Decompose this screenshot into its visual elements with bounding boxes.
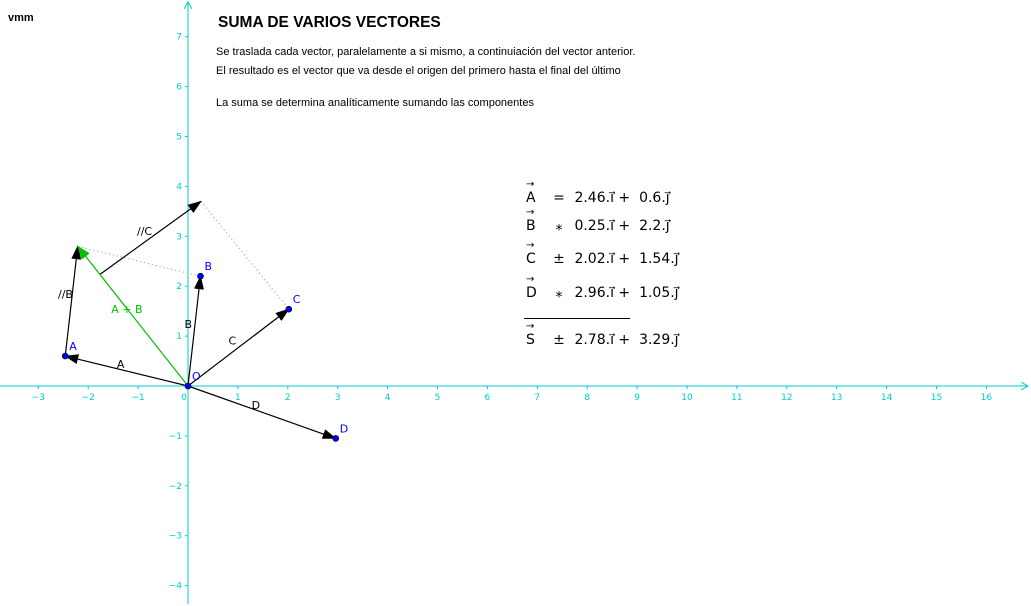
x-tick-label: −1: [131, 393, 145, 403]
x-tick-label: 11: [731, 393, 743, 403]
vector-label: D: [251, 399, 261, 413]
point-d: [333, 435, 339, 441]
x-tick-label: 7: [534, 393, 541, 403]
y-tick-label: −4: [168, 581, 182, 592]
app-label: vmm: [8, 12, 34, 24]
point-a: [62, 353, 68, 359]
x-tick-label: 2: [284, 393, 291, 403]
x-tick-label: 1: [235, 393, 241, 403]
point-o: [185, 383, 191, 389]
vector-label: A + B: [111, 303, 143, 317]
y-tick-label: 4: [176, 182, 182, 193]
x-tick-label: 15: [930, 393, 943, 403]
x-tick-label: 8: [584, 393, 591, 403]
y-tick-label: −3: [168, 531, 182, 542]
point-label: D: [339, 422, 349, 436]
x-tick-label: 13: [830, 393, 843, 403]
description-line-2: El resultado es el vector que va desde el origen del primero hasta el final del último: [216, 65, 621, 77]
x-tick-label: −2: [81, 393, 95, 403]
x-tick-label: 9: [634, 393, 640, 403]
point-label: A: [69, 340, 77, 354]
y-tick-label: 2: [176, 282, 182, 293]
equation-a: → A = 2.46.i⃗ + 0.6.j⃗: [526, 190, 670, 206]
y-tick-label: −2: [168, 481, 182, 492]
y-tick-label: −1: [168, 431, 182, 442]
x-tick-label: 12: [781, 393, 793, 403]
description-line-3: La suma se determina analíticamente sumando las componentes: [216, 97, 534, 109]
dotted-guide-line: [201, 201, 289, 309]
vector-a: [65, 356, 188, 386]
dotted-guide-line: [78, 246, 201, 276]
x-tick-label: −3: [31, 393, 45, 403]
x-tick-label: 5: [434, 393, 441, 403]
description-line-1: Se traslada cada vector, paralelamente a si mismo, a continuiación del vector anterior.: [216, 46, 636, 58]
vector-label: C: [228, 334, 237, 348]
x-tick-label: 16: [980, 393, 993, 403]
point-label: O: [192, 370, 201, 383]
equation-c: → C ± 2.02.i⃗ + 1.54.j⃗: [526, 251, 679, 267]
y-tick-label: 6: [176, 82, 182, 93]
point-b: [197, 273, 203, 279]
equation-d: → D ⁎ 2.96.i⃗ + 1.05.j⃗: [526, 285, 679, 301]
equation-b: → B ⁎ 0.25.i⃗ + 2.2.j⃗: [526, 218, 670, 234]
point-label: B: [204, 260, 213, 274]
x-tick-label: 4: [384, 393, 391, 403]
vector-label: //C: [137, 224, 153, 238]
x-tick-label: 10: [681, 393, 693, 403]
vector-label: A: [116, 358, 125, 372]
x-tick-label: 3: [334, 393, 341, 403]
y-tick-label: 5: [176, 132, 182, 143]
y-tick-label: 7: [176, 32, 182, 43]
vector-d: [188, 386, 336, 438]
vector-label: //B: [57, 288, 73, 302]
y-tick-label: 3: [176, 232, 182, 243]
x-tick-label: 14: [880, 393, 893, 403]
vector-c: [188, 309, 289, 386]
y-tick-label: 1: [176, 332, 182, 343]
point-c: [286, 306, 292, 312]
x-tick-label: 6: [484, 393, 491, 403]
page-title: SUMA DE VARIOS VECTORES: [218, 14, 441, 31]
equation-s: → S ± 2.78.i⃗ + 3.29.j⃗: [526, 332, 679, 348]
vector-label: B: [184, 318, 193, 332]
point-label: C: [292, 293, 301, 307]
x-tick-label: 0: [181, 393, 187, 403]
sum-separator: [524, 318, 630, 319]
